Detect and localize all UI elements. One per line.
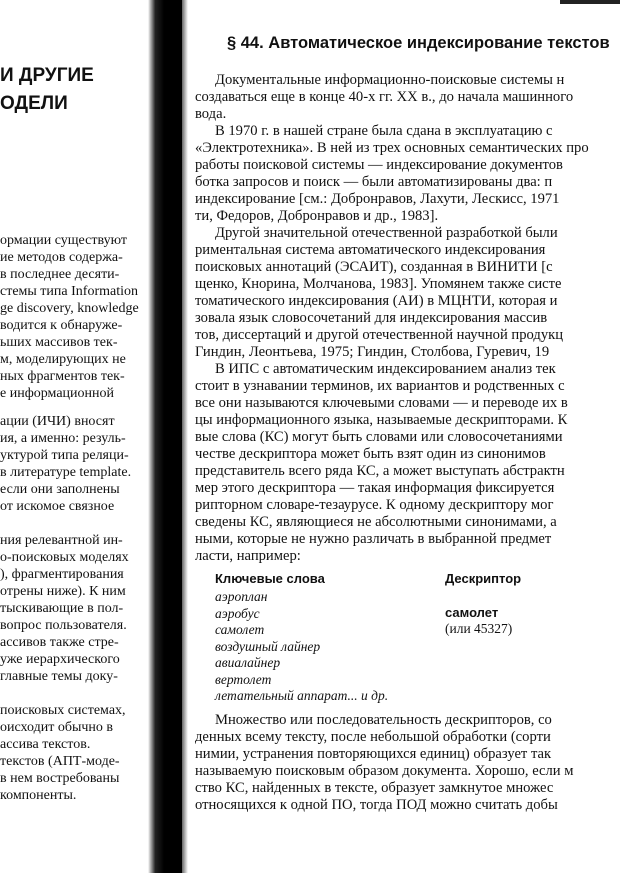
left-text-line: ge discovery, knowledge — [0, 301, 139, 316]
left-heading-line-1: И ДРУГИЕ — [0, 65, 94, 86]
body-text-line: тов, диссертаций и другой отечественной научной продукц — [195, 327, 564, 343]
body-text-line: щенко, Кнорина, Молчанова, 1983]. Упомянем также систе — [195, 276, 562, 292]
body-text-line: Документальные информационно-поисковые системы н — [215, 72, 565, 88]
left-text-line: в литературе template. — [0, 465, 132, 480]
body-text-line: ласти, например: — [195, 548, 301, 564]
body-text-line: вода. — [195, 106, 227, 122]
body-text-line: зовала язык словосочетаний для индексирования массив — [195, 310, 548, 326]
left-text-line: от искомое связное — [0, 499, 115, 514]
body-text-line: вые слова (КС) могут быть словами или словосочетаниями — [195, 429, 563, 445]
body-text-line: «Электротехника». В ней из трех основных семантических про — [195, 140, 589, 156]
left-page-heading — [0, 62, 160, 118]
left-text-line: уктурой типа реляци- — [0, 448, 129, 463]
descriptor-column-header: Дескриптор — [445, 571, 522, 586]
section-title: § 44. Автоматическое индексирование текстов — [227, 34, 610, 52]
left-text-line: в последнее десяти- — [0, 267, 120, 282]
left-text-line: ие методов содержа- — [0, 250, 123, 265]
left-text-line: если они заполнены — [0, 482, 120, 497]
body-text-line: риментальная система автоматического индексирования — [195, 242, 546, 258]
body-text-line: ботка запросов и поиск — были автоматизированы два: п — [195, 174, 553, 190]
keyword-item: аэроплан — [215, 589, 268, 604]
body-text-line: ство КС, найденных в тексте, образует замкнутое множес — [195, 780, 554, 796]
left-text-line: м, моделирующих не — [0, 352, 126, 367]
body-text-line: В 1970 г. в нашей стране была сдана в эксплуатацию с — [215, 123, 553, 139]
descriptor-value: самолет — [445, 605, 499, 620]
keyword-item: авиалайнер — [215, 655, 281, 670]
left-text-line: оисходит обычно в — [0, 720, 113, 735]
left-text-line: ассива текстов. — [0, 737, 91, 752]
body-text-line: Гиндин, Леонтьева, 1975; Гиндин, Столбова, Гуревич, 19 — [195, 344, 550, 360]
body-text-line: томатического индексирования (АИ) в МЦНТИ, которая и — [195, 293, 558, 309]
left-text-line: вопрос пользователя. — [0, 618, 127, 633]
left-text-line: ассивов также стре- — [0, 635, 119, 650]
left-text-line: в нем востребованы — [0, 771, 120, 786]
binding-gutter — [166, 0, 182, 873]
left-text-line: текстов (АПТ-моде- — [0, 754, 120, 769]
left-text-line: стемы типа Information — [0, 284, 138, 299]
descriptor-code: (или 45327) — [445, 621, 513, 636]
keyword-item: летательный аппарат... и др. — [215, 688, 389, 703]
body-text-line: честве дескриптора может быть взят один из синонимов — [195, 446, 546, 462]
left-text-line: компоненты. — [0, 788, 77, 803]
body-text-line: относящихся к одной ПО, тогда ПОД можно считать добы — [195, 797, 558, 813]
left-text-line: тыскивающие в пол- — [0, 601, 124, 616]
body-text-line: мер этого дескриптора — такая информация фиксируется — [195, 480, 555, 496]
left-text-line: ьших массивов тек- — [0, 335, 118, 350]
body-text-line: цы информационного языка, называемые дескрипторами. К — [195, 412, 568, 428]
left-text-line: ации (ИЧИ) вносят — [0, 414, 115, 429]
left-text-line: е информационной — [0, 386, 114, 401]
body-text-line: Множество или последовательность дескрипторов, со — [215, 712, 552, 728]
left-text-line: ормации существуют — [0, 233, 127, 248]
keyword-item: воздушный лайнер — [215, 638, 321, 654]
left-page-fragment — [0, 0, 160, 873]
body-text-line: поисковых аннотаций (ЭСАИТ), созданная в ВИНИТИ [с — [195, 259, 553, 275]
keyword-item: аэробус — [215, 605, 260, 621]
left-text-line: ных фрагментов тек- — [0, 369, 125, 384]
body-text-line: денных всему тексту, после небольшой обработки (сорти — [195, 729, 551, 745]
left-text-line: ), фрагментирования — [0, 567, 124, 582]
left-text-line: уже иерархического — [0, 652, 120, 667]
keywords-column-header: Ключевые слова — [215, 571, 325, 586]
body-text-line: ными, которые не нужно различать в выбранной предмет — [195, 531, 552, 547]
left-text-line: отрены ниже). К ним — [0, 584, 126, 599]
left-text-line: ия, а именно: резуль- — [0, 431, 126, 446]
body-text-line: рипторном словаре-тезаурусе. К одному дескриптору мог — [195, 497, 554, 513]
left-text-line: поисковых системах, — [0, 703, 126, 718]
body-text-line: представитель всего ряда КС, а может выступать абстрактн — [195, 463, 565, 479]
keyword-item: вертолет — [215, 671, 272, 687]
right-page — [195, 0, 620, 873]
left-heading-line-2: ОДЕЛИ — [0, 93, 68, 114]
body-text-line: ти, Федоров, Добронравов и др., 1983]. — [195, 208, 439, 224]
body-text-line: Другой значительной отечественной разработкой были — [215, 225, 558, 241]
left-text-line: о-поисковых моделях — [0, 550, 129, 565]
body-text-line: называемую поисковым образом документа. Хорошо, если м — [195, 763, 574, 779]
body-text-line: индексирование [см.: Добронравов, Лахути, Лескисс, 1971 — [195, 191, 560, 207]
body-text-line: нимии, устранения повторяющихся единиц) образует так — [195, 746, 552, 762]
body-text-line: В ИПС с автоматическим индексированием анализ тек — [215, 361, 556, 377]
keyword-item: самолет — [215, 622, 265, 637]
body-text-line: стоит в узнавании терминов, их вариантов и родственных с — [195, 378, 565, 394]
body-text-line: сведены КС, являющиеся не абсолютными синонимами, а — [195, 514, 557, 530]
left-text-line: водится к обнаруже- — [0, 318, 123, 333]
body-text-line: все они называются ключевыми словами — и переводе их в — [195, 395, 568, 411]
left-text-line: ния релевантной ин- — [0, 533, 123, 548]
left-text-line: главные темы доку- — [0, 669, 118, 684]
body-text-line: создаваться еще в конце 40-х гг. XX в., до начала машинного — [195, 89, 574, 105]
body-text-line: работы поисковой системы — индексирование документов — [195, 157, 563, 173]
